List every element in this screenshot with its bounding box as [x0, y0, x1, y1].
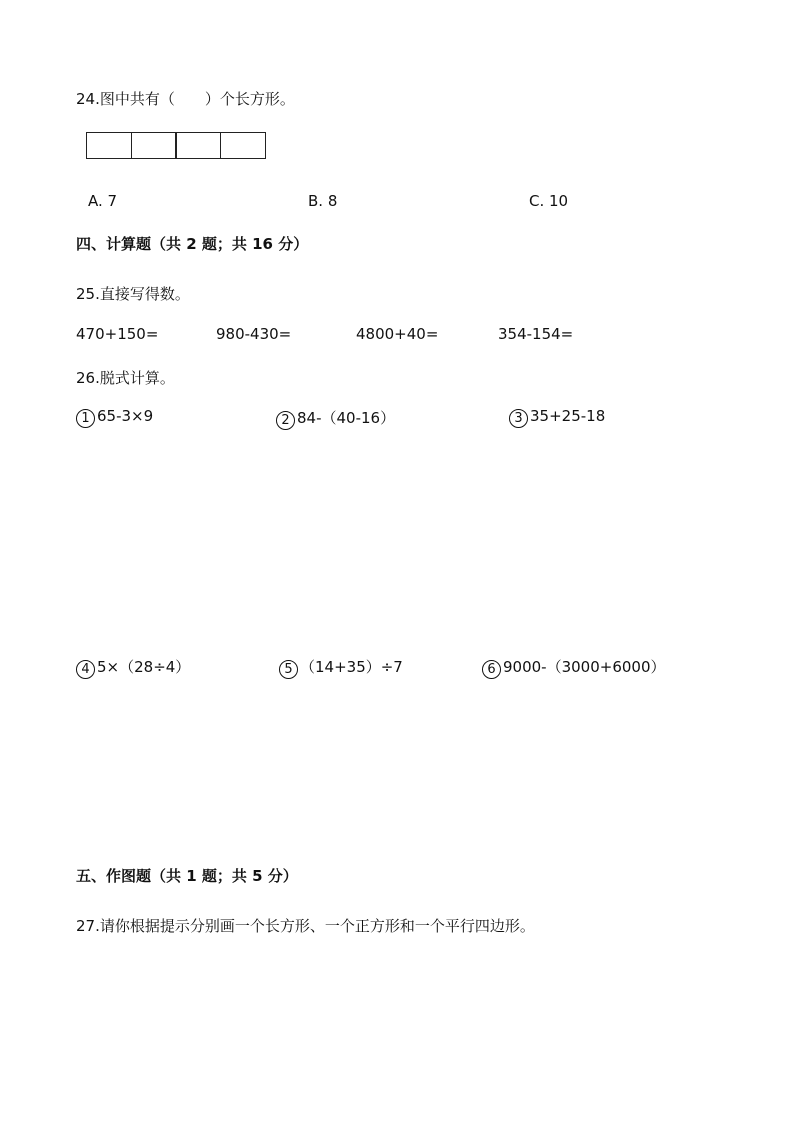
figure-cell [220, 132, 266, 159]
q26-expression: 84-（40-16） [297, 409, 396, 427]
q24-question: 24.图中共有（ ）个长方形。 [76, 90, 295, 108]
q26-item [279, 656, 403, 679]
q24-option-b[interactable]: B. 8 [308, 192, 338, 210]
figure-cell [131, 132, 177, 159]
q25-item: 980-430= [216, 325, 292, 343]
q25-item: 354-154= [498, 325, 574, 343]
q26-item [509, 407, 605, 428]
q26-expression: 65-3×9 [97, 407, 154, 425]
q26-item [76, 656, 190, 679]
circled-number: 3 [509, 409, 528, 428]
q27-question: 27.请你根据提示分别画一个长方形、一个正方形和一个平行四边形。 [76, 917, 535, 935]
q25-question: 25.直接写得数。 [76, 285, 190, 303]
q25-item: 4800+40= [356, 325, 439, 343]
q26-item [276, 407, 395, 430]
circled-number: 6 [482, 660, 501, 679]
q26-item [482, 656, 666, 679]
q26-expression: 35+25-18 [530, 407, 606, 425]
q26-item [76, 407, 153, 428]
circled-number: 4 [76, 660, 95, 679]
q26-expression: （14+35）÷7 [300, 658, 403, 676]
rectangle-figure [86, 132, 264, 159]
q26-question: 26.脱式计算。 [76, 369, 175, 387]
figure-cell [175, 132, 221, 159]
section4-title: 四、计算题（共 2 题；共 16 分） [76, 235, 309, 253]
q25-item: 470+150= [76, 325, 159, 343]
q26-expression: 5×（28÷4） [97, 658, 191, 676]
circled-number: 2 [276, 411, 295, 430]
q24-option-c[interactable]: C. 10 [529, 192, 569, 210]
section5-title: 五、作图题（共 1 题；共 5 分） [76, 867, 298, 885]
circled-number: 1 [76, 409, 95, 428]
figure-cell [86, 132, 132, 159]
q24-option-a[interactable]: A. 7 [88, 192, 118, 210]
q26-expression: 9000-（3000+6000） [503, 658, 666, 676]
circled-number: 5 [279, 660, 298, 679]
